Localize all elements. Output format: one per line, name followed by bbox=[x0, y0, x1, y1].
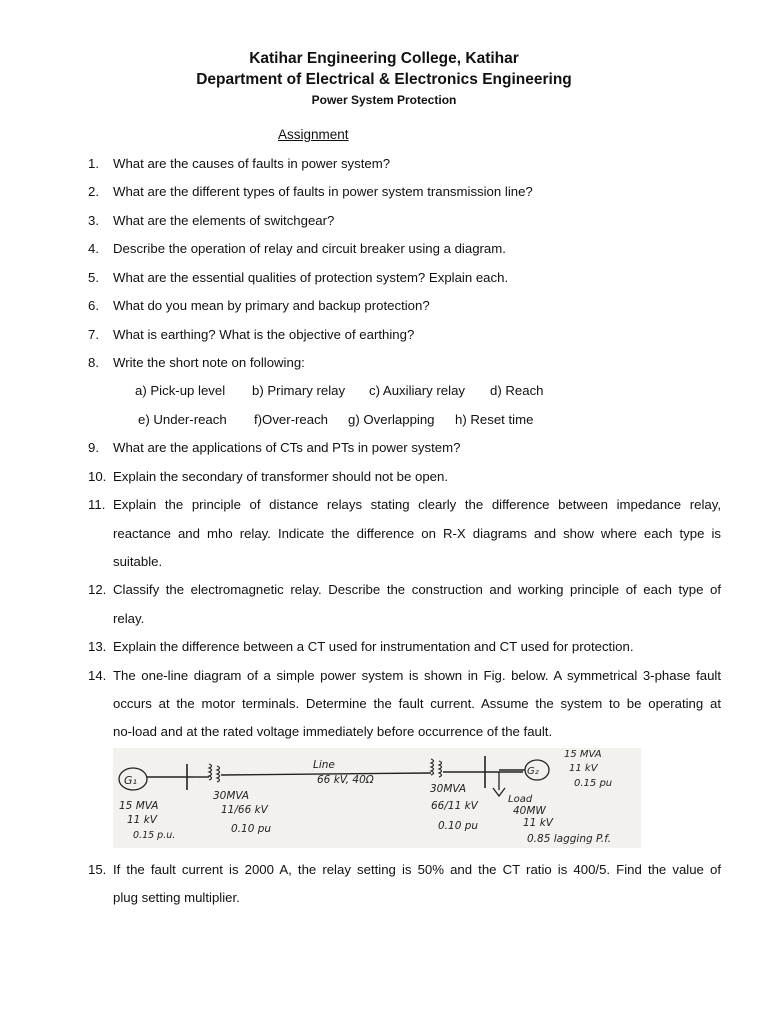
load-rating-pf: 0.85 lagging P.f. bbox=[527, 833, 612, 845]
question-number: 12. bbox=[88, 582, 107, 597]
subject-title: Power System Protection bbox=[311, 93, 457, 107]
question-number: 3. bbox=[88, 213, 99, 228]
question-text: Explain the difference between a CT used for instrumentation and CT used for protection. bbox=[113, 639, 634, 654]
generator-2-label: G₂ bbox=[527, 766, 539, 777]
t1-rating-kv: 11/66 kV bbox=[221, 804, 268, 816]
g1-rating-kv: 11 kV bbox=[127, 814, 157, 826]
question-text: Describe the operation of relay and circuit breaker using a diagram. bbox=[113, 241, 506, 256]
short-note-c: c) Auxiliary relay bbox=[369, 383, 466, 398]
load-label: Load bbox=[508, 794, 533, 805]
college-name: Katihar Engineering College, Katihar bbox=[249, 50, 519, 67]
line-label: Line bbox=[313, 759, 335, 771]
g2-rating-mva: 15 MVA bbox=[564, 749, 602, 760]
question-text-line: occurs at the motor terminals. Determine the fault current. Assume the system to be operating at bbox=[113, 696, 721, 711]
g2-rating-pu: 0.15 pu bbox=[574, 778, 613, 789]
question-text: Write the short note on following: bbox=[113, 355, 305, 370]
question-text: What do you mean by primary and backup protection? bbox=[113, 298, 430, 313]
g1-rating-pu: 0.15 p.u. bbox=[133, 830, 176, 841]
question-text-line: reactance and mho relay. Indicate the difference on R-X diagrams and show where each type is bbox=[113, 526, 721, 541]
question-text: What are the essential qualities of protection system? Explain each. bbox=[113, 270, 509, 285]
question-text: What are the applications of CTs and PTs in power system? bbox=[113, 440, 461, 455]
question-text: Explain the secondary of transformer should not be open. bbox=[113, 469, 449, 484]
question-text-line: The one-line diagram of a simple power system is shown in Fig. below. A symmetrical 3-phase fault bbox=[113, 668, 721, 683]
question-text-line: If the fault current is 2000 A, the relay setting is 50% and the CT ratio is 400/5. Find the value of bbox=[113, 862, 721, 877]
short-note-a: a) Pick-up level bbox=[135, 383, 226, 398]
short-note-e: e) Under-reach bbox=[138, 412, 227, 427]
line-rating: 66 kV, 40Ω bbox=[317, 774, 374, 786]
question-number: 6. bbox=[88, 298, 99, 313]
question-text-line: relay. bbox=[113, 611, 145, 626]
short-note-d: d) Reach bbox=[490, 383, 544, 398]
question-text: What are the elements of switchgear? bbox=[113, 213, 335, 228]
t2-rating-kv: 66/11 kV bbox=[431, 800, 478, 812]
question-text: What is earthing? What is the objective of earthing? bbox=[113, 327, 415, 342]
question-text: What are the different types of faults in power system transmission line? bbox=[113, 184, 533, 199]
question-number: 8. bbox=[88, 355, 99, 370]
load-rating-mw: 40MW bbox=[513, 805, 546, 817]
department-name: Department of Electrical & Electronics Engineering bbox=[196, 71, 572, 88]
transformer-2-symbol bbox=[431, 759, 442, 777]
short-note-b: b) Primary relay bbox=[252, 383, 346, 398]
transformer-1-symbol bbox=[209, 764, 220, 782]
question-number: 5. bbox=[88, 270, 99, 285]
t1-rating-mva: 30MVA bbox=[213, 790, 250, 802]
question-number: 15. bbox=[88, 862, 107, 877]
question-text: What are the causes of faults in power system? bbox=[113, 156, 391, 171]
g2-rating-kv: 11 kV bbox=[569, 763, 598, 774]
question-number: 4. bbox=[88, 241, 99, 256]
question-text-line: suitable. bbox=[113, 554, 163, 569]
short-note-f: f)Over-reach bbox=[254, 412, 329, 427]
generator-1-label: G₁ bbox=[124, 774, 137, 787]
question-number: 1. bbox=[88, 156, 99, 171]
question-number: 7. bbox=[88, 327, 99, 342]
question-text-line: Classify the electromagnetic relay. Describe the construction and working principle of each type of bbox=[113, 582, 721, 597]
t1-rating-pu: 0.10 pu bbox=[231, 823, 272, 835]
assignment-heading: Assignment bbox=[278, 127, 349, 142]
one-line-diagram bbox=[113, 748, 641, 848]
question-number: 9. bbox=[88, 440, 99, 455]
question-number: 14. bbox=[88, 668, 107, 683]
question-text-line: plug setting multiplier. bbox=[113, 890, 240, 905]
diagram-svg bbox=[113, 748, 641, 848]
load-rating-kv: 11 kV bbox=[523, 817, 553, 829]
question-number: 13. bbox=[88, 639, 107, 654]
question-number: 10. bbox=[88, 469, 107, 484]
question-text-line: Explain the principle of distance relays stating clearly the difference between impedance relay, bbox=[113, 497, 721, 512]
question-number: 11. bbox=[88, 497, 106, 512]
short-note-g: g) Overlapping bbox=[348, 412, 435, 427]
t2-rating-pu: 0.10 pu bbox=[438, 820, 479, 832]
short-note-h: h) Reset time bbox=[455, 412, 534, 427]
g1-rating-mva: 15 MVA bbox=[119, 800, 159, 812]
t2-rating-mva: 30MVA bbox=[430, 783, 467, 795]
question-text-line: no-load and at the rated voltage immediately before occurrence of the fault. bbox=[113, 724, 553, 739]
question-number: 2. bbox=[88, 184, 99, 199]
